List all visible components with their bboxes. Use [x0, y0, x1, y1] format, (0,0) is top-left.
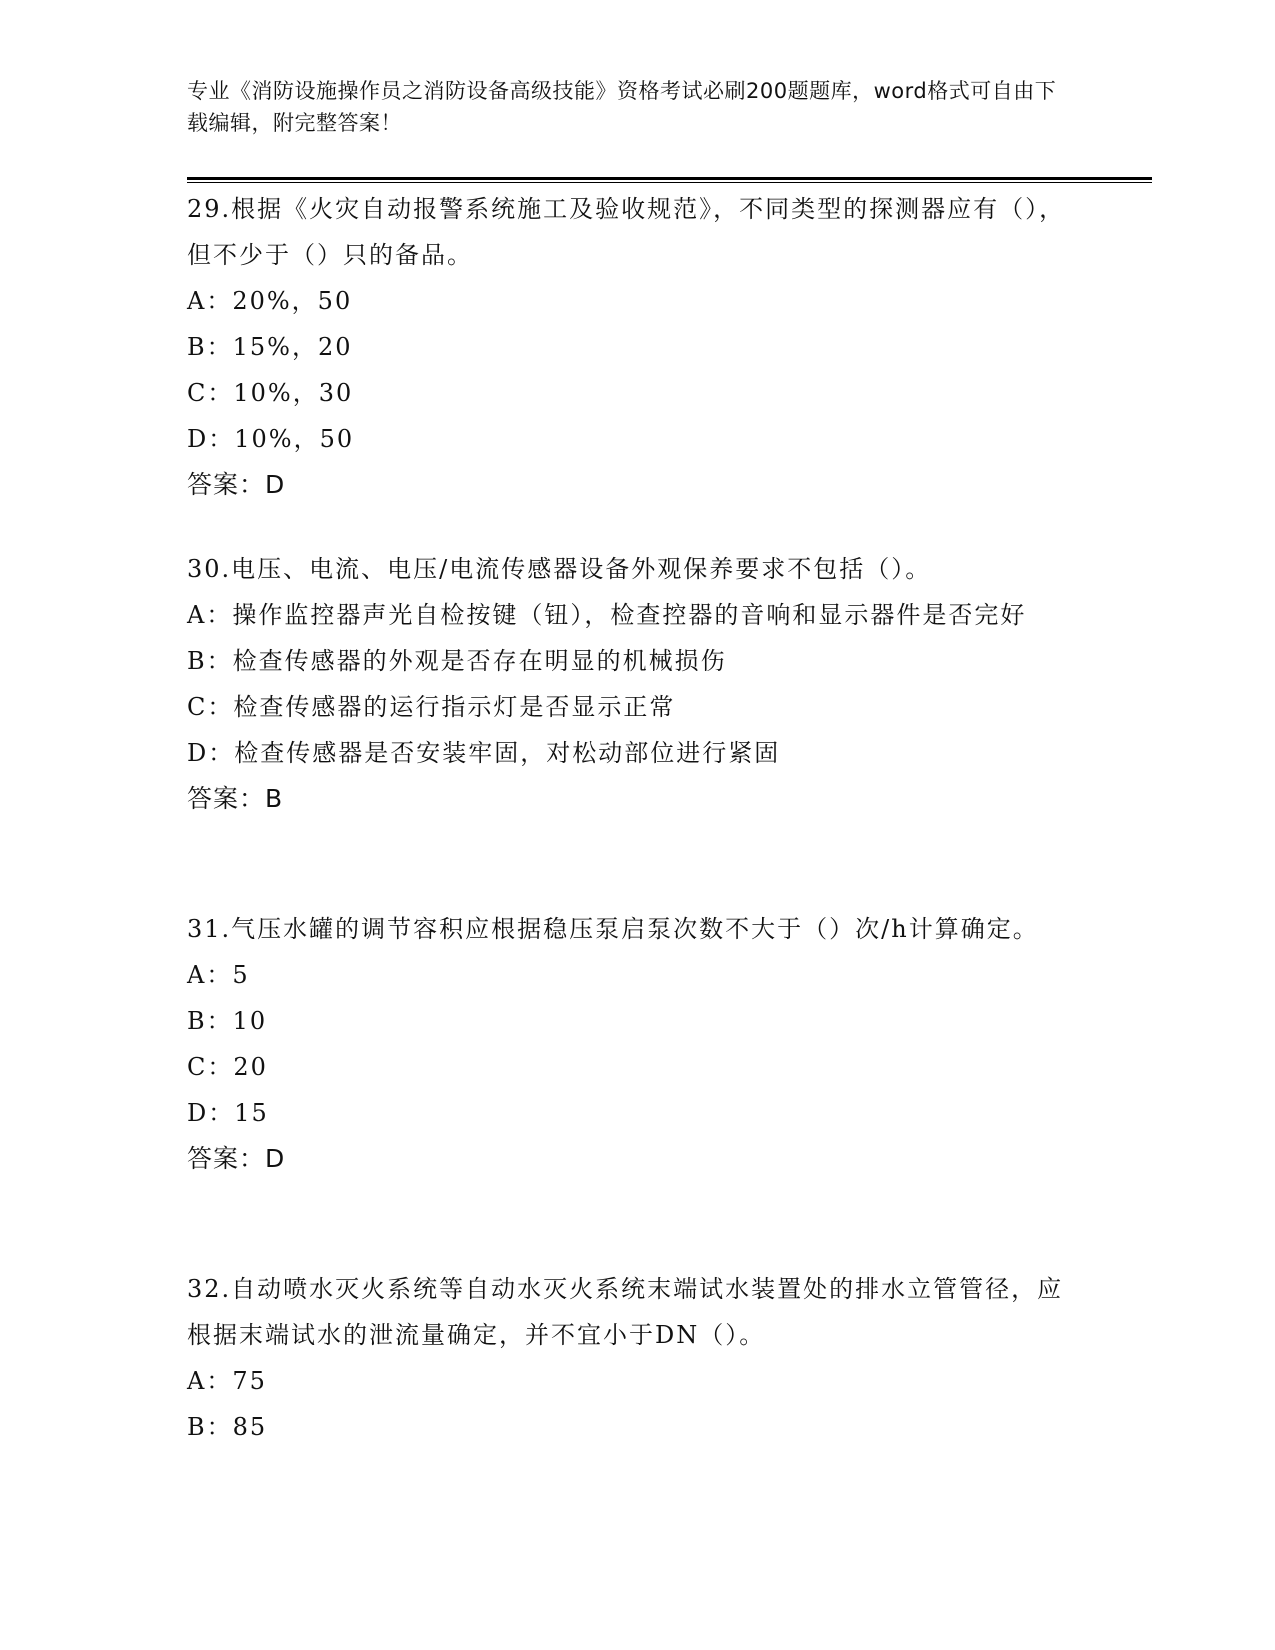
header-divider-thick: [187, 177, 1152, 180]
option-a: A：20%，50: [187, 287, 353, 315]
question-stem: 32.自动喷水灭火系统等自动水灭火系统末端试水装置处的排水立管管径，应根据末端试水的泄流量确定，并不宜小于DN（）。: [187, 1275, 1064, 1349]
option-b: B：10: [187, 1007, 268, 1035]
document-header: 专业《消防设施操作员之消防设备高级技能》资格考试必刷200题题库，word格式可自由下载编辑，附完整答案！: [187, 79, 1057, 135]
option-a: A：操作监控器声光自检按键（钮），检查控器的音响和显示器件是否完好: [187, 601, 1027, 629]
option-b: B：检查传感器的外观是否存在明显的机械损伤: [187, 647, 727, 675]
option-d: D：15: [187, 1099, 269, 1127]
question-29: [187, 186, 1087, 508]
option-c: C：20: [187, 1053, 268, 1081]
question-stem: 29.根据《火灾自动报警系统施工及验收规范》，不同类型的探测器应有（），但不少于（）只的备品。: [187, 195, 1066, 269]
header-divider-thin: [187, 182, 1152, 183]
question-32: [187, 1266, 1087, 1450]
option-c: C：10%，30: [187, 379, 354, 407]
option-a: A：75: [187, 1367, 267, 1395]
option-a: A：5: [187, 961, 250, 989]
option-d: D：10%，50: [187, 425, 355, 453]
option-b: B：15%，20: [187, 333, 353, 361]
answer: 答案：B: [187, 784, 284, 813]
question-30: [187, 546, 1087, 822]
question-31: [187, 906, 1087, 1182]
answer: 答案：D: [187, 470, 286, 499]
question-stem: 31.气压水罐的调节容积应根据稳压泵启泵次数不大于（）次/h计算确定。: [187, 915, 1039, 943]
option-d: D：检查传感器是否安装牢固，对松动部位进行紧固: [187, 739, 781, 767]
question-stem: 30.电压、电流、电压/电流传感器设备外观保养要求不包括（）。: [187, 555, 932, 583]
answer: 答案：D: [187, 1144, 286, 1173]
option-c: C：检查传感器的运行指示灯是否显示正常: [187, 693, 676, 721]
option-b: B：85: [187, 1413, 268, 1441]
